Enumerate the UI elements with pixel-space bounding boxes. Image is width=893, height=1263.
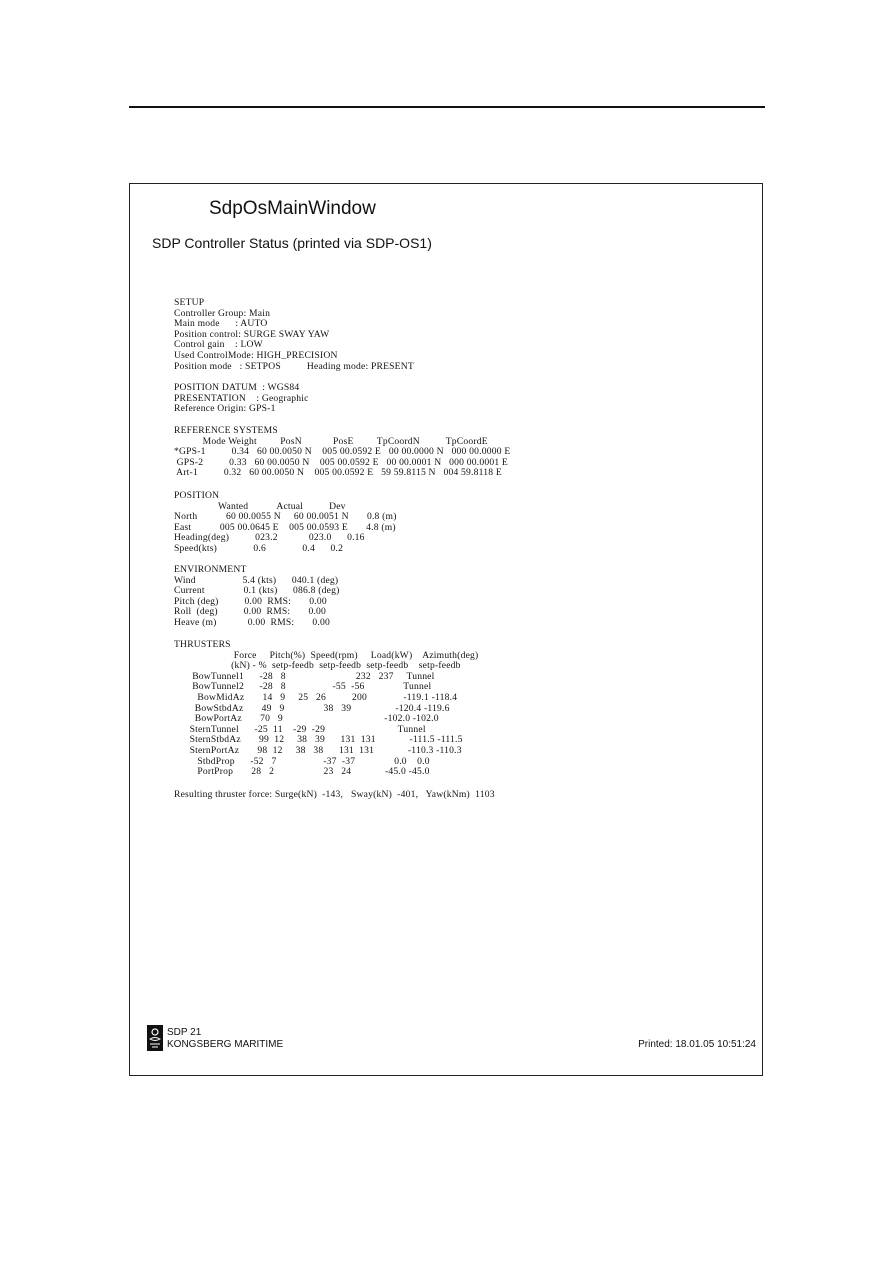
footer-printed-timestamp: Printed: 18.01.05 10:51:24 <box>638 1039 756 1050</box>
environment-section: ENVIRONMENT Wind 5.4 (kts) 040.1 (deg) Current 0.1 (kts) 086.8 (deg) Pitch (deg) 0.00 RMS: 0.00 Roll (deg) 0.00 RMS: 0.00 Heave (m) 0.00 RMS: 0.00 <box>174 564 340 628</box>
print-title: SDP Controller Status (printed via SDP-OS1) <box>152 235 432 251</box>
kongsberg-logo-icon <box>147 1025 163 1051</box>
position-section: POSITION Wanted Actual Dev North 60 00.0055 N 60 00.0051 N 0.8 (m) East 005 00.0645 E 005 00.0593 E 4.8 (m) Heading(deg) 023.2 023.0 0.16 Speed(kts) 0.6 0.4 0.2 <box>174 490 397 554</box>
print-frame <box>129 183 763 1076</box>
thrusters-section: THRUSTERS Force Pitch(%) Speed(rpm) Load(kW) Azimuth(deg) (kN) - % setp-feedb setp-feedb setp-feedb setp-feedb BowTunnel1 -28 8 232 237 Tunnel BowTunnel2 -28 8 -55 -56 Tunnel BowMidAz 14 9 25 26 200 -119.1 -118.4 BowStbdAz 49 9 38 39 -120.4 -119.6 BowPortAz 70 9 -102.0 -102.0 SternTunnel -25 11 -29 -29 Tunnel SternStbdAz 99 12 38 39 131 131 -111.5 -111.5 SternPortAz 98 12 38 38 131 131 -110.3 -110.3 StbdProp -52 7 -37 -37 0.0 0.0 PortProp 28 2 23 24 -45.0 -45.0 <box>174 639 479 778</box>
footer-company: KONGSBERG MARITIME <box>167 1039 284 1050</box>
footer-product: SDP 21 <box>167 1027 202 1038</box>
resulting-force-line: Resulting thruster force: Surge(kN) -143, Sway(kN) -401, Yaw(kNm) 1103 <box>174 789 495 800</box>
window-title: SdpOsMainWindow <box>209 198 376 219</box>
setup-section: SETUP Controller Group: Main Main mode : AUTO Position control: SURGE SWAY YAW Control gain : LOW Used ControlMode: HIGH_PRECISION Position mode : SETPOS Heading mode: PRESENT <box>174 297 414 372</box>
reference-systems-section: REFERENCE SYSTEMS Mode Weight PosN PosE TpCoordN TpCoordE *GPS-1 0.34 60 00.0050 N 005 00.0592 E 00 00.0000 N 000 00.0000 E GPS-2 0.33 60 00.0050 N 005 00.0592 E 00 00.0001 N 000 00.0001 E Art-1 0.32 60 00.0050 N 005 00.0592 E 59 59.8115 N 004 59.8118 E <box>174 425 511 479</box>
header-rule <box>129 106 765 108</box>
datum-section: POSITION DATUM : WGS84 PRESENTATION : Geographic Reference Origin: GPS-1 <box>174 382 309 415</box>
